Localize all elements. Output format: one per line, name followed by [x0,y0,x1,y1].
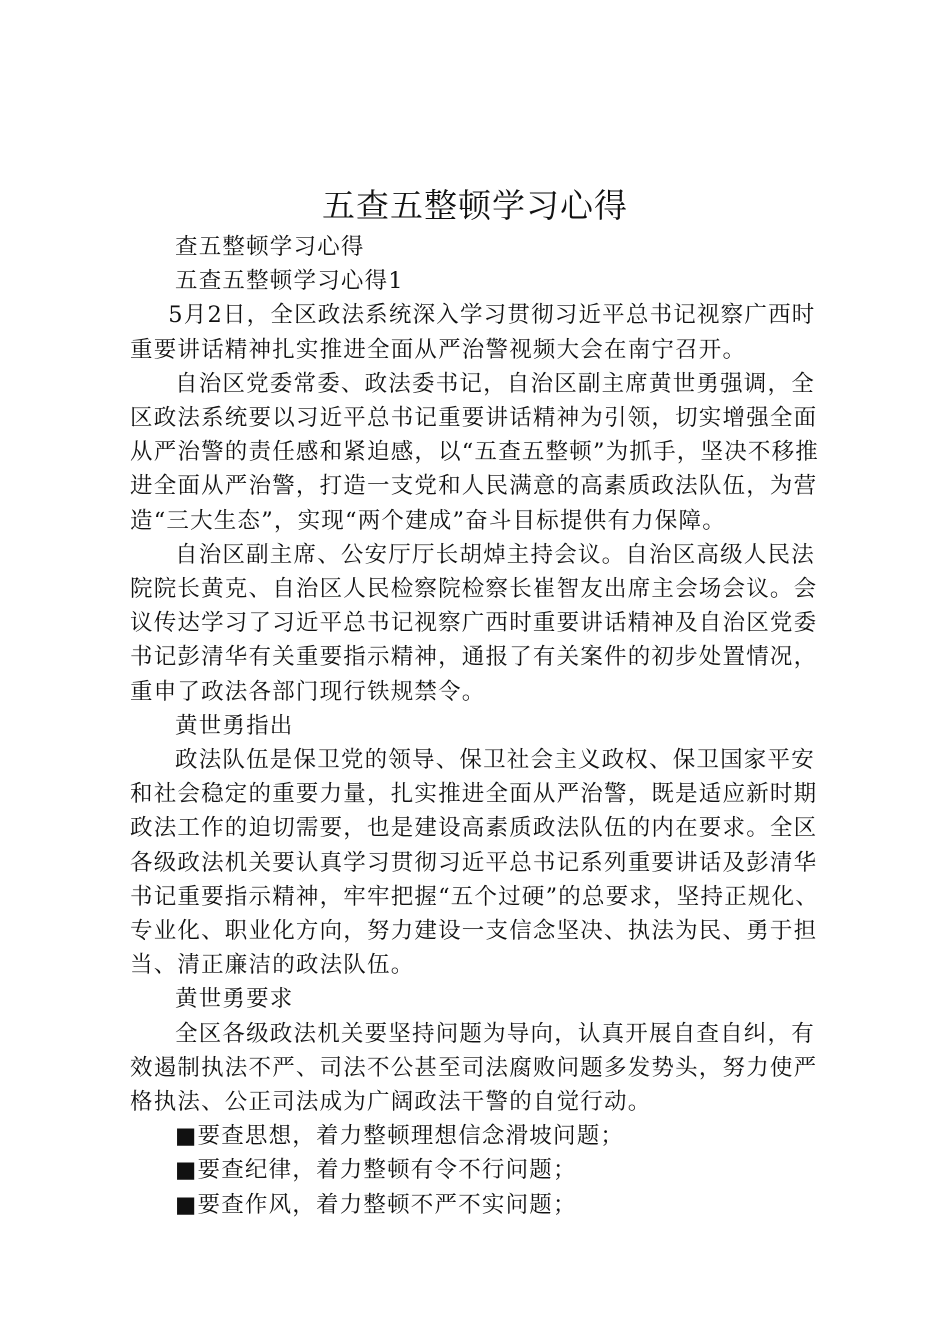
square-bullet-icon: ■ [175,1123,198,1150]
body-paragraph: 政法队伍是保卫党的领导、保卫社会主义政权、保卫国家平安和社会稳定的重要力量，扎实推进全面从严治警，既是适应新时期政法工作的迫切需要，也是建设高素质政法队伍的内在要求。全区各级政法机关要认真学习贯彻习近平总书记系列重要讲话及彭清华书记重要指示精神，牢牢把握“五个过硬”的总要求，坚持正规化、专业化、职业化方向，努力建设一支信念坚决、执法为民、勇于担当、清正廉洁的政法队伍。 [130,747,820,979]
intro-paragraph: 5月2日，全区政法系统深入学习贯彻习近平总书记视察广西时重要讲话精神扎实推进全面从严治警视频大会在南宁召开。 [130,302,816,363]
bullet-item [130,1188,826,1222]
speaker-heading: 黄世勇指出 [175,712,294,739]
square-bullet-icon: ■ [175,1157,198,1184]
body-paragraph: 全区各级政法机关要坚持问题为导向，认真开展自查自纠，有效遏制执法不严、司法不公甚至司法腐败问题多发势头，努力使严格执法、公正司法成为广阔政法干警的自觉行动。 [130,1020,818,1116]
subtitle-paragraph: 查五整顿学习心得 [175,234,365,260]
square-bullet-icon: ■ [175,1191,198,1218]
bullet-item [130,1153,826,1187]
bullet-text: 要查纪律，着力整顿有令不行问题； [197,1157,577,1184]
body-paragraph: 自治区副主席、公安厅厅长胡焯主持会议。自治区高级人民法院院长黄克、自治区人民检察院检察长崔智友出席主会场会议。会议传达学习了习近平总书记视察广西时重要讲话精神及自治区党委书记彭清华有关重要指示精神，通报了有关案件的初步处置情况，重申了政法各部门现行铁规禁令。 [130,541,818,705]
section-heading: 五查五整顿学习心得1 [175,268,404,295]
speaker-heading: 黄世勇要求 [175,986,294,1013]
document-title: 五查五整顿学习心得 [322,186,628,225]
bullet-text: 要查作风，着力整顿不严不实问题； [197,1191,577,1218]
bullet-text: 要查思想，着力整顿理想信念滑坡问题； [197,1123,625,1150]
bullet-item [130,1119,826,1153]
document-body [130,230,826,1222]
body-paragraph: 自治区党委常委、政法委书记，自治区副主席黄世勇强调，全区政法系统要以习近平总书记重要讲话精神为引领，切实增强全面从严治警的责任感和紧迫感，以“五查五整顿”为抓手，坚决不移推进全面从严治警，打造一支党和人民满意的高素质政法队伍，为营造“三大生态”，实现“两个建成”奋斗目标提供有力保障。 [130,370,820,534]
